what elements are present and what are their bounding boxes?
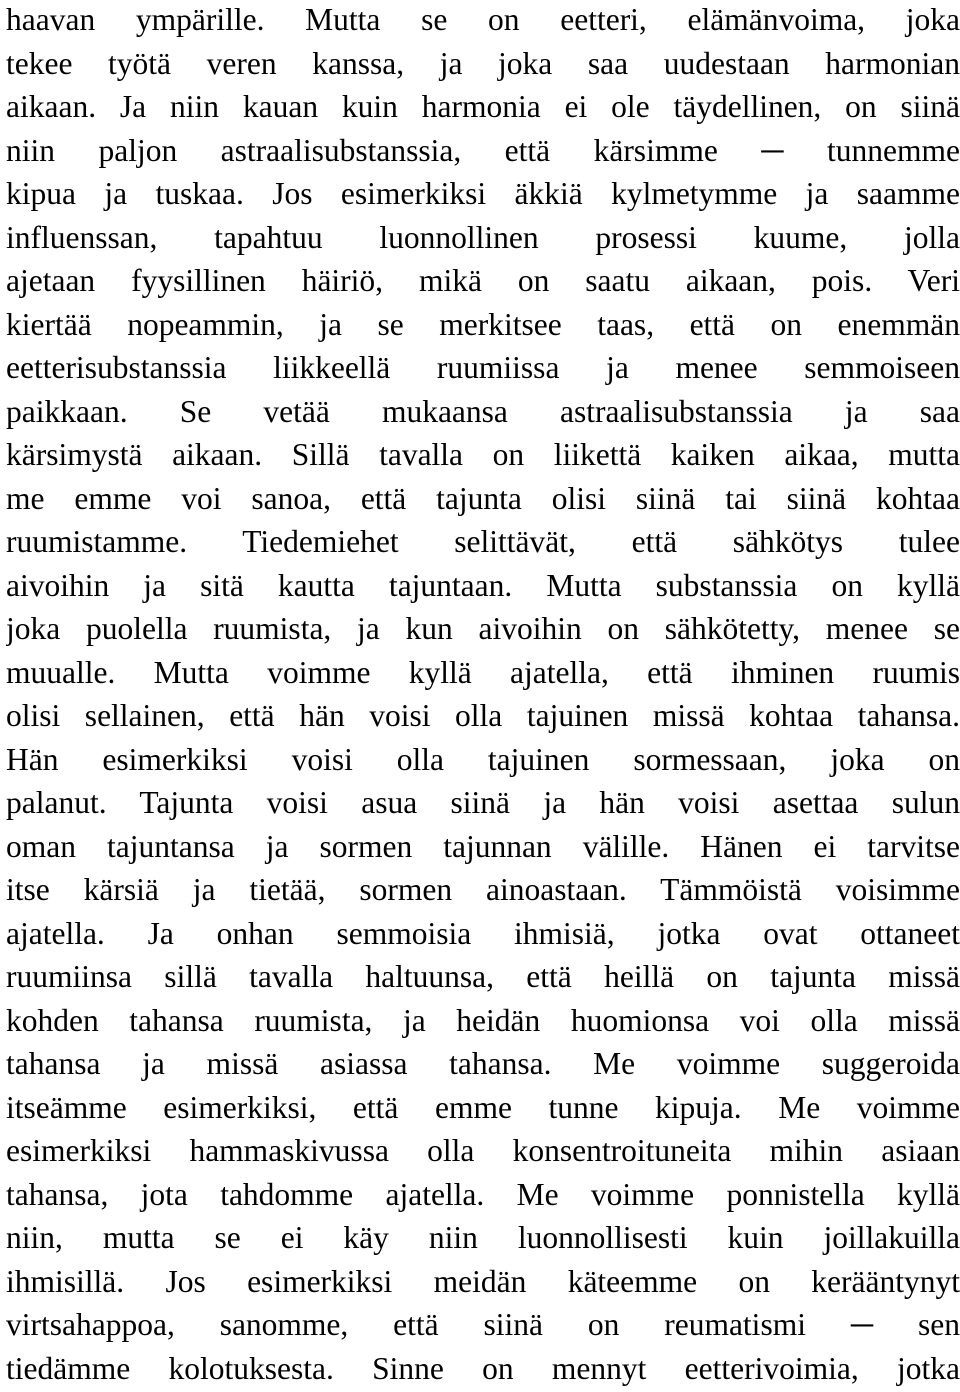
text-line: influenssan, tapahtuu luonnollinen prosessi kuume, jolla — [6, 219, 960, 255]
text-line: joka puolella ruumista, ja kun aivoihin on sähkötetty, menee se — [6, 611, 960, 646]
text-line: olisi sellainen, että hän voisi olla tajuinen missä kohtaa tahansa. — [6, 698, 960, 733]
text-line: oman tajuntansa ja sormen tajunnan välille. Hänen ei tarvitse — [6, 828, 960, 864]
text-line: Hän esimerkiksi voisi olla tajuinen sormessaan, joka on — [6, 741, 960, 777]
text-line: tiedämme kolotuksesta. Sinne on mennyt eetterivoimia, jotka — [6, 1350, 960, 1386]
text-line: itseämme esimerkiksi, että emme tunne kipuja. Me voimme — [6, 1089, 960, 1125]
text-line: ajatella. Ja onhan semmoisia ihmisiä, jotka ovat ottaneet — [6, 915, 960, 951]
text-line: kärsimystä aikaan. Sillä tavalla on liikettä kaiken aikaa, mutta — [6, 437, 960, 472]
text-line: muualle. Mutta voimme kyllä ajatella, että ihminen ruumis — [6, 654, 960, 690]
text-line: ruumistamme. Tiedemiehet selittävät, että sähkötys tulee — [6, 524, 960, 559]
text-line: tekee työtä veren kanssa, ja joka saa uudestaan harmonian — [6, 45, 960, 81]
text-line: palanut. Tajunta voisi asua siinä ja hän voisi asettaa sulun — [6, 785, 960, 820]
text-line: ruumiinsa sillä tavalla haltuunsa, että heillä on tajunta missä — [6, 959, 960, 994]
text-line: kohden tahansa ruumista, ja heidän huomionsa voi olla missä — [6, 1002, 960, 1038]
text-line: tahansa ja missä asiassa tahansa. Me voimme suggeroida — [6, 1046, 960, 1081]
text-line: tahansa, jota tahdomme ajatella. Me voimme ponnistella kyllä — [6, 1176, 960, 1212]
document-page — [6, 0, 960, 1392]
text-line: niin, mutta se ei käy niin luonnollisesti kuin joillakuilla — [6, 1220, 960, 1255]
text-line: kipua ja tuskaa. Jos esimerkiksi äkkiä kylmetymme ja saamme — [6, 176, 960, 211]
text-line: aivoihin ja sitä kautta tajuntaan. Mutta substanssia on kyllä — [6, 567, 960, 603]
text-line: me emme voi sanoa, että tajunta olisi siinä tai siinä kohtaa — [6, 480, 960, 516]
text-line: paikkaan. Se vetää mukaansa astraalisubstanssia ja saa — [6, 393, 960, 429]
text-line: haavan ympärille. Mutta se on eetteri, elämänvoima, joka — [6, 2, 960, 37]
text-line: virtsahappoa, sanomme, että siinä on reumatismi ─ sen — [6, 1307, 960, 1342]
text-line: kiertää nopeammin, ja se merkitsee taas, että on enemmän — [6, 306, 960, 342]
text-line: ihmisillä. Jos esimerkiksi meidän käteemme on kerääntynyt — [6, 1263, 960, 1299]
text-line: ajetaan fyysillinen häiriö, mikä on saatu aikaan, pois. Veri — [6, 263, 960, 298]
text-line: itse kärsiä ja tietää, sormen ainoastaan. Tämmöistä voisimme — [6, 872, 960, 907]
text-line: aikaan. Ja niin kauan kuin harmonia ei ole täydellinen, on siinä — [6, 89, 960, 124]
text-line: niin paljon astraalisubstanssia, että kärsimme ─ tunnemme — [6, 132, 960, 168]
text-line: eetterisubstanssia liikkeellä ruumiissa ja menee semmoiseen — [6, 350, 960, 385]
text-line: esimerkiksi hammaskivussa olla konsentroituneita mihin asiaan — [6, 1133, 960, 1168]
